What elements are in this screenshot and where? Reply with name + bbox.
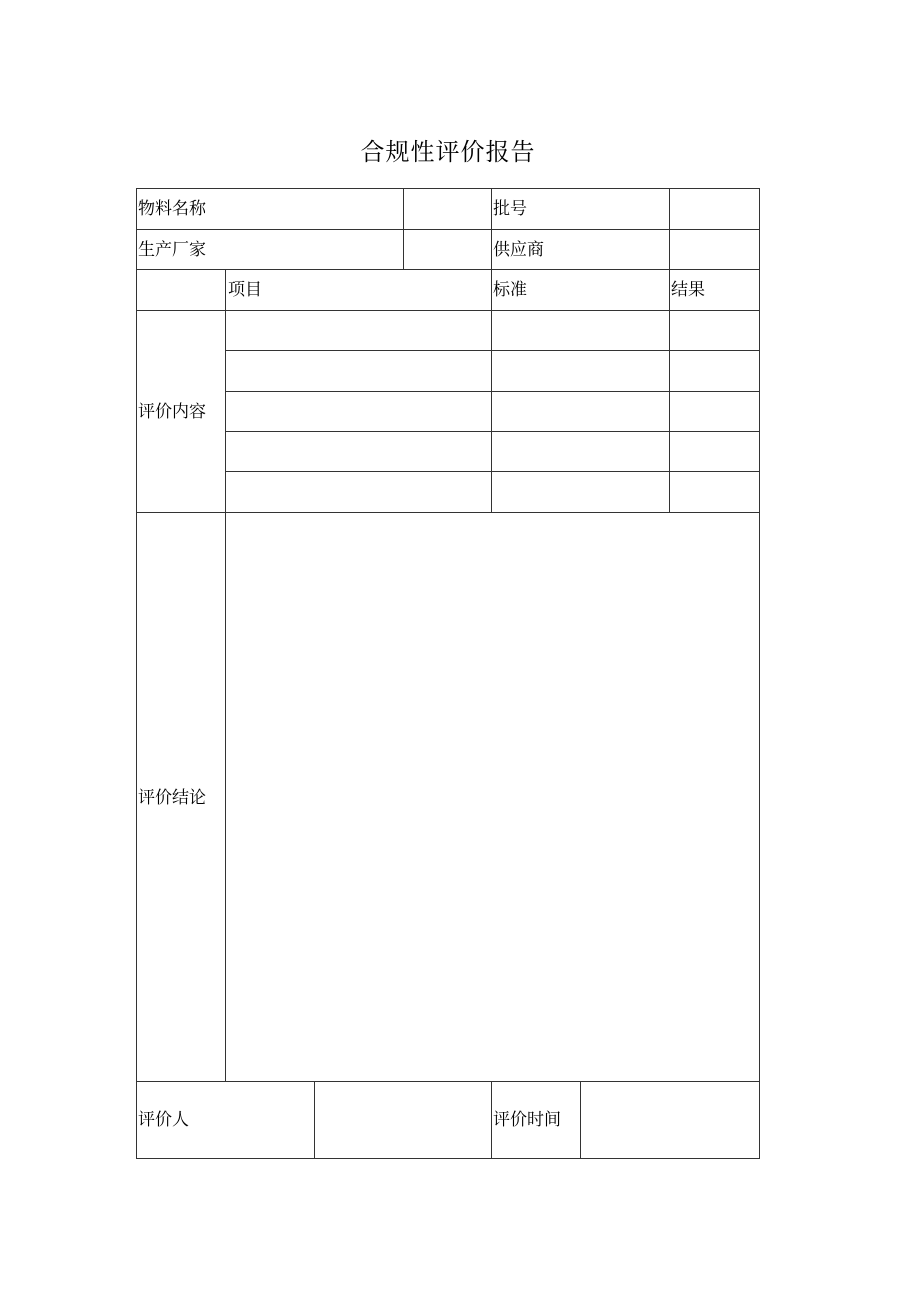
content-row-4[interactable] [226,432,759,471]
manufacturer-label: 生产厂家 [138,240,206,260]
batch-no-label: 批号 [493,199,527,219]
content-row-1[interactable] [226,311,759,350]
standard-column-header: 标准 [493,280,527,300]
result-column-header: 结果 [671,280,705,300]
table-border-left [136,188,137,1159]
content-row-2[interactable] [226,351,759,391]
supplier-field[interactable] [670,230,759,269]
evaluator-label: 评价人 [138,1110,189,1130]
evaluation-conclusion-label: 评价结论 [138,788,206,808]
content-row-3[interactable] [226,392,759,431]
column-divider [491,1081,492,1159]
table-border-bottom [136,1158,760,1159]
evaluation-time-field[interactable] [581,1082,759,1158]
evaluation-content-label: 评价内容 [138,402,206,422]
material-name-label: 物料名称 [138,199,206,219]
table-border-right [759,188,760,1159]
evaluation-time-label: 评价时间 [493,1110,561,1130]
page-title: 合规性评价报告 [360,138,536,166]
supplier-label: 供应商 [493,240,544,260]
material-name-field[interactable] [404,189,491,229]
item-column-header: 项目 [228,280,262,300]
evaluator-field[interactable] [315,1082,491,1158]
manufacturer-field[interactable] [404,230,491,269]
content-row-5[interactable] [226,472,759,512]
evaluation-conclusion-field[interactable] [226,513,759,1081]
row-divider [136,269,760,270]
batch-no-field[interactable] [670,189,759,229]
